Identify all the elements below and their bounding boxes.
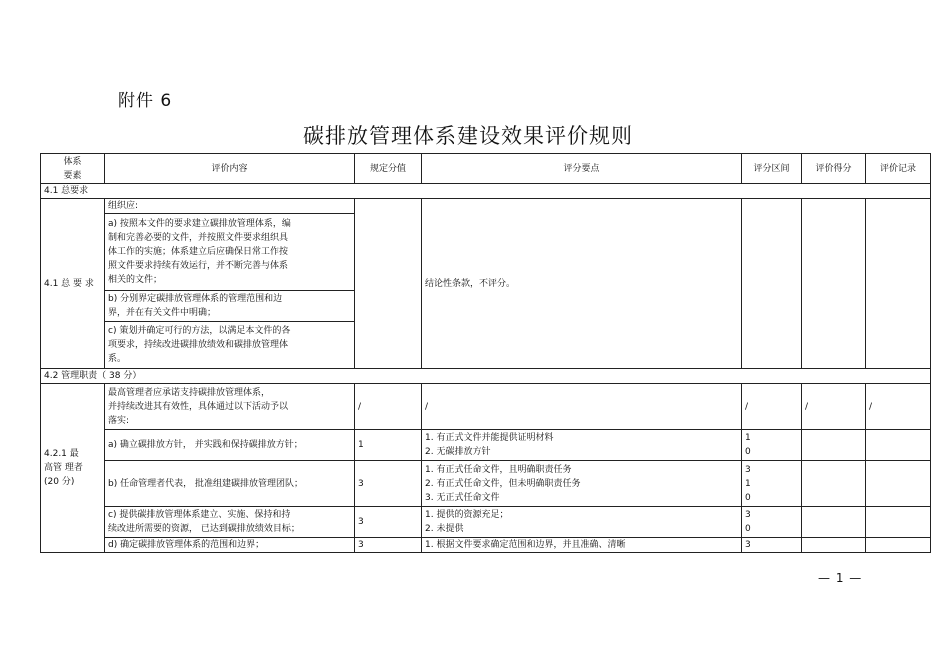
section-heading-row: [41, 369, 931, 384]
record-421-intro: /: [866, 384, 931, 430]
text-line: 落实:: [108, 415, 130, 426]
text-line: c) 提供碳排放管理体系建立、实施、保持和持: [108, 510, 291, 520]
text-line: 系。: [108, 354, 127, 364]
header-range: 评分区间: [742, 154, 802, 184]
point-line: 1. 有正式任命文件，且明确职责任务: [425, 464, 572, 475]
header-record: 评价记录: [866, 154, 931, 184]
points-421-c: [422, 507, 742, 538]
text-line: 照文件要求持续有效运行，并不断完善与体系: [108, 261, 289, 271]
text-line: a) 按照本文件的要求建立碳排放管理体系，编: [108, 219, 291, 229]
point-line: 2. 无碳排放方针: [425, 447, 491, 457]
score-421-a: 1: [355, 430, 422, 461]
text-line: 制和完善必要的文件，并按照文件要求组织具: [108, 233, 289, 243]
eval-score-41: [802, 199, 866, 369]
table-row: [41, 430, 931, 461]
element-41: 4.1 总 要 求: [41, 199, 105, 369]
eval-score-421-b: [802, 461, 866, 507]
record-421-d: [866, 538, 931, 553]
header-content: 评价内容: [105, 154, 355, 184]
text-line: 要素: [63, 170, 82, 181]
range-421-d: 3: [742, 538, 802, 553]
points-421-intro: /: [422, 384, 742, 430]
page-number: — 1 —: [818, 571, 863, 585]
content-41-b: [105, 291, 355, 322]
score-41: [355, 199, 422, 369]
score-421-d: 3: [355, 538, 422, 553]
point-line: 2. 未提供: [425, 524, 464, 534]
document-title: 碳排放管理体系建设效果评价规则: [303, 124, 633, 148]
points-421-d: 1. 根据文件要求确定范围和边界，并且准确、清晰: [422, 538, 742, 553]
eval-score-421-c: [802, 507, 866, 538]
range-421-a: [742, 430, 802, 461]
score-421-intro: /: [355, 384, 422, 430]
table-row: [41, 461, 931, 507]
content-421-c: [105, 507, 355, 538]
text-line: c) 策划并确定可行的方法，以满足本文件的各: [108, 326, 291, 336]
points-41: 结论性条款，不评分。: [422, 199, 742, 369]
text-line: 最高管理者应承诺支持碳排放管理体系，: [108, 387, 271, 398]
header-score: 规定分值: [355, 154, 422, 184]
attachment-label: 附件 6: [118, 91, 173, 111]
record-421-b: [866, 461, 931, 507]
content-41-c: [105, 322, 355, 369]
range-line: 3: [745, 510, 751, 520]
table-row: [41, 199, 931, 214]
range-421-c: [742, 507, 802, 538]
text-line: 高管 理者: [44, 463, 83, 473]
point-line: 1. 提供的资源充足；: [425, 510, 509, 520]
range-421-b: [742, 461, 802, 507]
content-41-intro: 组织应:: [105, 199, 355, 214]
range-line: 0: [745, 447, 751, 457]
points-421-b: [422, 461, 742, 507]
point-line: 2. 有正式任命文件，但未明确职责任务: [425, 478, 581, 489]
range-421-intro: /: [742, 384, 802, 430]
range-41: [742, 199, 802, 369]
header-eval-score: 评价得分: [802, 154, 866, 184]
range-line: 0: [745, 524, 751, 534]
header-system-element: [41, 154, 105, 184]
section-heading-row: [41, 184, 931, 199]
point-line: 3. 无正式任命文件: [425, 492, 500, 503]
record-421-c: [866, 507, 931, 538]
content-421-b: b) 任命管理者代表， 批准组建碳排放管理团队；: [105, 461, 355, 507]
element-421: [41, 384, 105, 553]
eval-score-421-d: [802, 538, 866, 553]
text-line: 4.2.1 最: [44, 449, 79, 459]
table-row: [41, 384, 931, 430]
points-421-a: [422, 430, 742, 461]
text-line: (20 分): [44, 477, 75, 487]
header-points: 评分要点: [422, 154, 742, 184]
range-line: 1: [745, 478, 751, 489]
record-421-a: [866, 430, 931, 461]
text-line: 界，并在有关文件中明确；: [108, 308, 217, 318]
section-41-heading: 4.1 总要求: [41, 184, 931, 199]
range-line: 3: [745, 464, 751, 475]
range-line: 1: [745, 433, 751, 443]
table-header-row: [41, 154, 931, 184]
section-42-heading: 4.2 管理职责（ 38 分）: [41, 369, 931, 384]
text-line: 并持续改进其有效性，具体通过以下活动予以: [108, 401, 289, 412]
text-line: 续改进所需要的资源， 已达到碳排放绩效目标；: [108, 524, 300, 534]
table-row: [41, 507, 931, 538]
eval-score-421-a: [802, 430, 866, 461]
text-line: 体系: [63, 156, 82, 167]
score-421-c: 3: [355, 507, 422, 538]
score-421-b: 3: [355, 461, 422, 507]
text-line: 项要求，持续改进碳排放绩效和碳排放管理体: [108, 340, 289, 350]
text-line: 相关的文件；: [108, 275, 163, 285]
text-line: 体工作的实施；体系建立后应确保日常工作按: [108, 247, 289, 257]
point-line: 1. 有正式文件并能提供证明材料: [425, 433, 554, 443]
content-41-a: [105, 214, 355, 291]
eval-score-421-intro: /: [802, 384, 866, 430]
range-line: 0: [745, 492, 751, 503]
content-421-a: a) 确立碳排放方针， 并实践和保持碳排放方针；: [105, 430, 355, 461]
content-421-d: d) 确定碳排放管理体系的范围和边界；: [105, 538, 355, 553]
table-row: [41, 538, 931, 553]
text-line: b) 分别界定碳排放管理体系的管理范围和边: [108, 294, 283, 304]
record-41: [866, 199, 931, 369]
evaluation-rules-table: [40, 153, 931, 553]
content-421-intro: [105, 384, 355, 430]
